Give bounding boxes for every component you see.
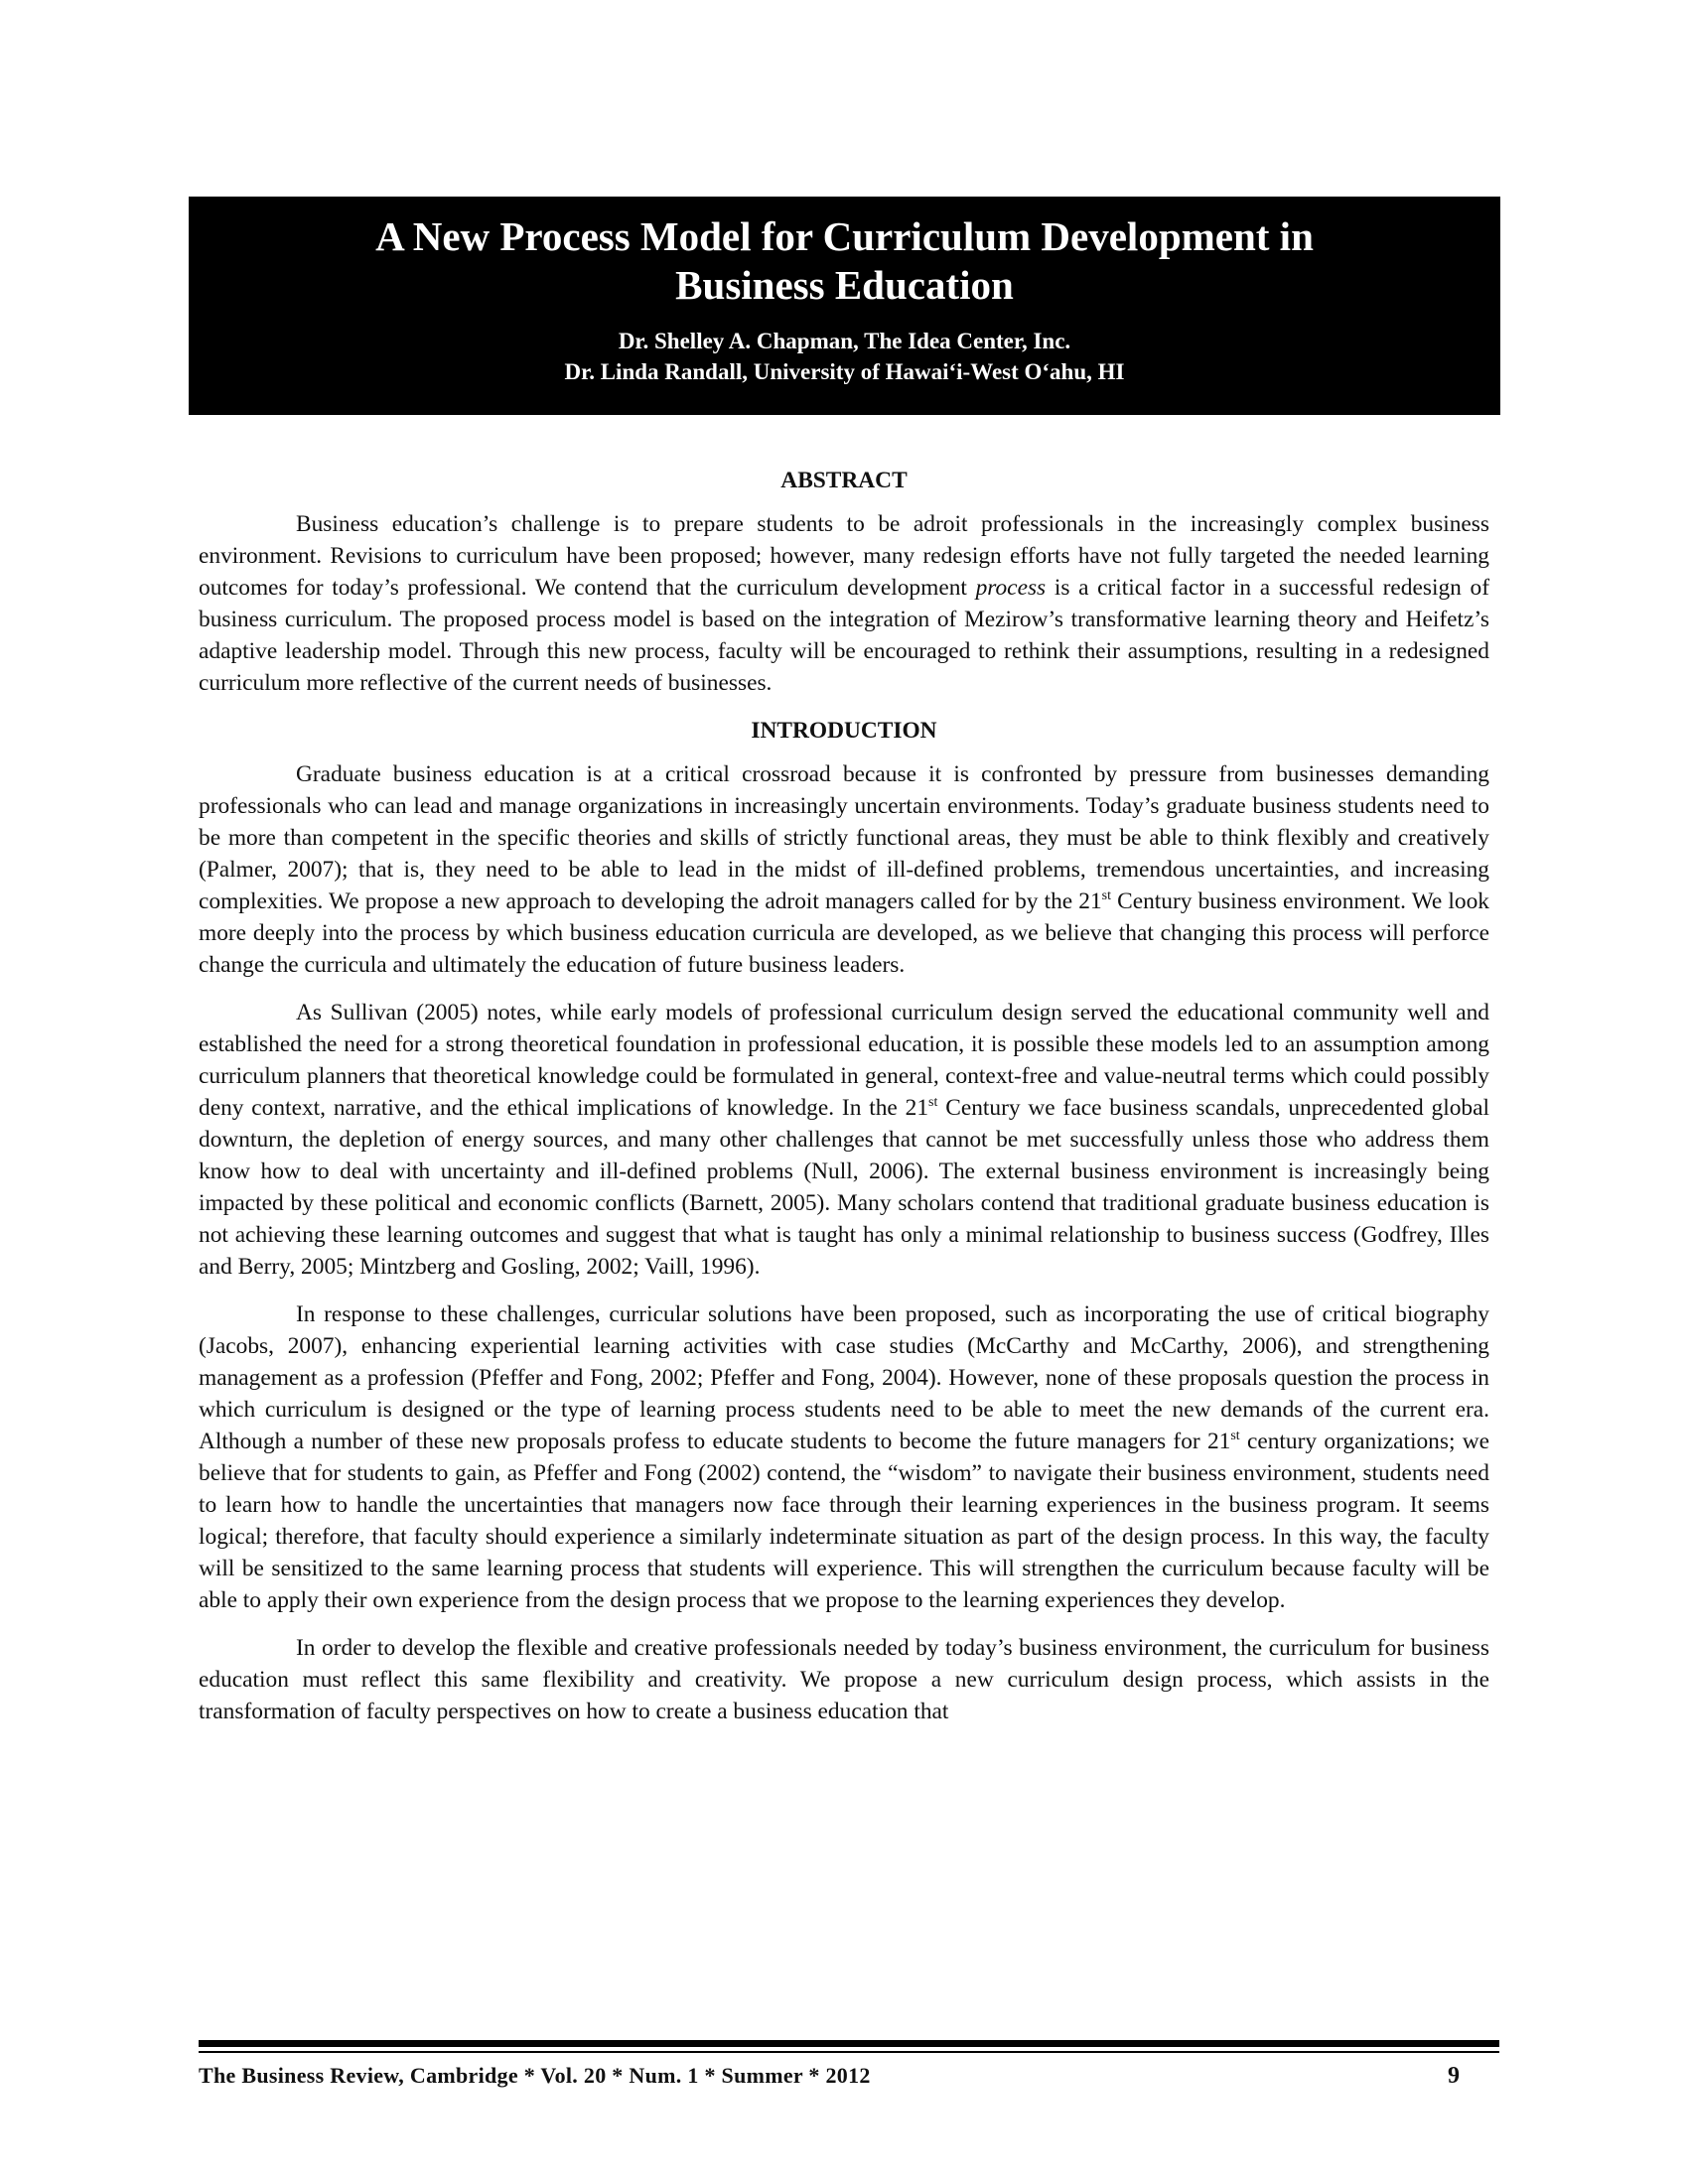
intro-paragraph-2: As Sullivan (2005) notes, while early models of professional curriculum design served the educational community well and established the need for a strong theoretical foundation in professional education, it is possible these models led to an assumption among curriculum planners that theoretical knowledge could be formulated in general, context-free and value-neutral terms which could possibly deny context, narrative, and the ethical implications of knowledge. In the 21st Century we face business scandals, unprecedented global downturn, the depletion of energy sources, and many other challenges that cannot be met successfully unless those who address them know how to deal with uncertainty and ill-defined problems (Null, 2006). The external business environment is increasingly being impacted by these political and economic conflicts (Barnett, 2005). Many scholars contend that traditional graduate business education is not achieving these learning outcomes and suggest that what is taught has only a minimal relationship to business success (Godfrey, Illes and Berry, 2005; Mintzberg and Gosling, 2002; Vaill, 1996). xyxy=(199,1000,1489,1280)
journal-citation: The Business Review, Cambridge * Vol. 20 * Num. 1 * Summer * 2012 xyxy=(199,2063,871,2088)
title-banner xyxy=(189,197,1500,415)
author-1: Dr. Shelley A. Chapman, The Idea Center, Inc. xyxy=(618,329,1071,353)
intro-paragraph-4: In order to develop the flexible and creative professionals needed by today’s business environment, the curriculum for business education must reflect this same flexibility and creativity. We propose a new curriculum design process, which assists in the transformation of faculty perspectives on how to create a business education that xyxy=(199,1635,1489,1724)
author-2: Dr. Linda Randall, University of Hawai‘i-West O‘ahu, HI xyxy=(564,359,1125,384)
abstract-paragraph: Business education’s challenge is to prepare students to be adroit professionals in the increasingly complex business environment. Revisions to curriculum have been proposed; however, many redesign efforts have not fully targeted the needed learning outcomes for today’s professional. We contend that the curriculum development process is a critical factor in a successful redesign of business curriculum. The proposed process model is based on the integration of Mezirow’s transformative learning theory and Heifetz’s adaptive leadership model. Through this new process, faculty will be encouraged to rethink their assumptions, resulting in a redesigned curriculum more reflective of the current needs of businesses. xyxy=(199,511,1489,696)
intro-paragraph-1: Graduate business education is at a critical crossroad because it is confronted by pressure from businesses demanding professionals who can lead and manage organizations in increasingly uncertain environments. Today’s graduate business students need to be more than competent in the specific theories and skills of strictly functional areas, they must be able to think flexibly and creatively (Palmer, 2007); that is, they need to be able to lead in the midst of ill-defined problems, tremendous uncertainties, and increasing complexities. We propose a new approach to developing the adroit managers called for by the 21st Century business environment. We look more deeply into the process by which business education curricula are developed, as we believe that changing this process will perforce change the curricula and ultimately the education of future business leaders. xyxy=(199,761,1489,978)
paper-title: A New Process Model for Curriculum Development in Business Education xyxy=(375,213,1314,308)
emphasis-process: process xyxy=(975,575,1047,601)
page-number: 9 xyxy=(1448,2063,1460,2089)
footer-rule-thin xyxy=(199,2051,1499,2053)
abstract-heading: ABSTRACT xyxy=(780,468,908,493)
paper-body xyxy=(199,465,1489,1743)
introduction-heading: INTRODUCTION xyxy=(751,718,937,744)
author-list xyxy=(189,326,1500,387)
intro-paragraph-3: In response to these challenges, curricular solutions have been proposed, such as incorporating the use of critical biography (Jacobs, 2007), enhancing experiential learning activities with case studies (McCarthy and McCarthy, 2006), and strengthening management as a profession (Pfeffer and Fong, 2002; Pfeffer and Fong, 2004). However, none of these proposals question the process in which curriculum is designed or the type of learning process students need to be able to meet the new demands of the current era. Although a number of these new proposals profess to educate students to become the future managers for 21st century organizations; we believe that for students to gain, as Pfeffer and Fong (2002) contend, the “wisdom” to navigate their business environment, students need to learn how to handle the uncertainties that managers now face through their learning experiences in the business program. It seems logical; therefore, that faculty should experience a similarly indeterminate situation as part of the design process. In this way, the faculty will be sensitized to the same learning process that students will experience. This will strengthen the curriculum because faculty will be able to apply their own experience from the design process that we propose to the learning experiences they develop. xyxy=(199,1301,1489,1613)
footer-rule-thick xyxy=(199,2040,1499,2047)
